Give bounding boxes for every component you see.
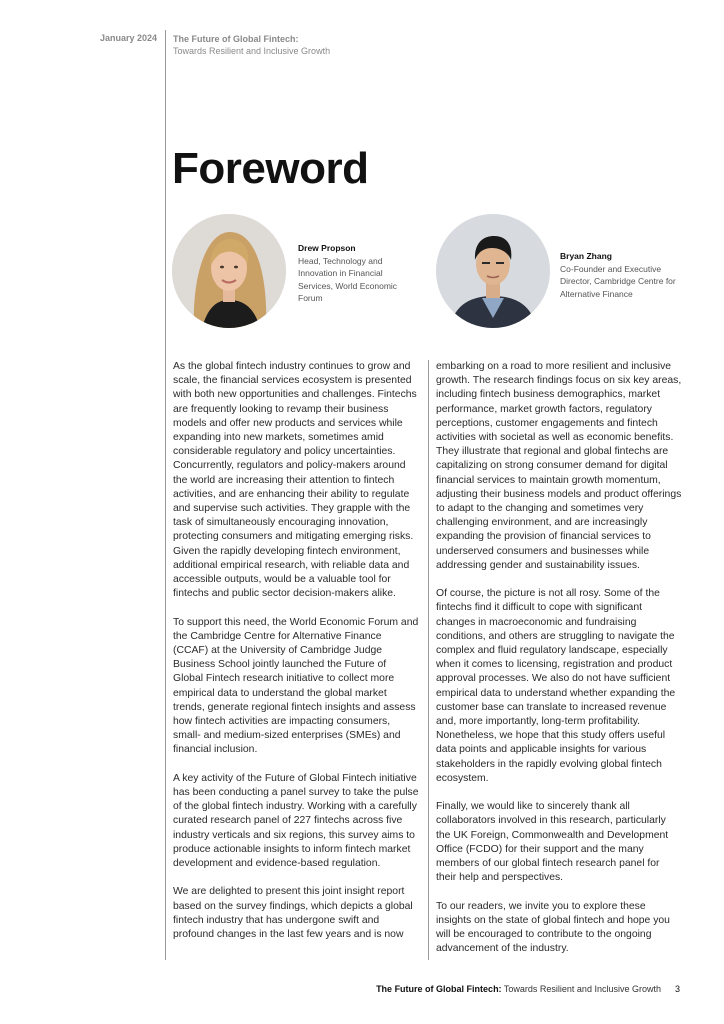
body-column-right: [436, 360, 682, 956]
author-card-drew: [298, 242, 413, 305]
author-card-bryan: [560, 250, 680, 300]
paragraph: Of course, the picture is not all rosy. Some of the fintechs find it difficult to cope with significant changes in macroeconomic and fundraising conditions, and others are struggling to navigate the complex and fluid regulatory landscape, especially when it comes to licensing, registration and product approval processes. We also do not have sufficient empirical data to understand whether expanding the customer base can translate to increased revenue and, more importantly, long-term profitability. Nonetheless, we hope that this study offers useful data points and applicable insights for various stakeholders in the rapidly evolving global fintech ecosystem.: [436, 588, 676, 784]
running-header-subtitle: Towards Resilient and Inclusive Growth: [173, 46, 331, 56]
author-name: Drew Propson: [298, 243, 356, 253]
report-date: January 2024: [100, 33, 158, 43]
author-photo-drew: [172, 214, 286, 328]
vertical-rule: [165, 30, 166, 960]
page-footer: [376, 984, 680, 994]
paragraph: embarking on a road to more resilient and inclusive growth. The research findings focus on six key areas, including fintech business demographics, market performance, market growth factors, regulatory perceptions, customer engagements and fintech activities with societal as well as economic benefits. They illustrate that regional and global fintechs are capitalizing on strong consumer demand for digital financial services to maintain growth momentum, adjusting their business models and product offerings to adapt to the changing and sometimes very challenging environment, and are increasingly expanding the provision of financial services to underserved consumers and businesses while addressing gender and sustainability issues.: [436, 361, 682, 571]
author-role: Head, Technology and Innovation in Financial Services, World Economic Forum: [298, 255, 398, 303]
portrait-photo-icon: [172, 214, 286, 328]
page-number: 3: [674, 984, 680, 994]
page-title: Foreword: [172, 144, 369, 193]
paragraph: To our readers, we invite you to explore these insights on the state of global fintech and hope you will be encouraged to contribute to the ongoing advancement of the industry.: [436, 900, 670, 955]
author-photo-bryan: [436, 214, 550, 328]
paragraph: We are delighted to present this joint insight report based on the survey findings, which depicts a global fintech industry that has undergone swift and profound changes in the last few years and is now: [173, 886, 413, 941]
author-name: Bryan Zhang: [560, 251, 612, 261]
body-column-left: [173, 360, 419, 942]
column-divider: [428, 360, 429, 960]
footer-title: The Future of Global Fintech:: [376, 984, 502, 994]
portrait-photo-icon: [436, 214, 550, 328]
author-role: Co-Founder and Executive Director, Cambridge Centre for Alternative Finance: [560, 263, 676, 299]
paragraph: Finally, we would like to sincerely thank all collaborators involved in this research, particularly the UK Foreign, Commonwealth and Development Office (FCDO) for their support and the many members of our global fintech research panel for their help and perspectives.: [436, 801, 669, 884]
paragraph: A key activity of the Future of Global Fintech initiative has been conducting a panel survey to take the pulse of the global fintech industry. Working with a carefully curated research panel of 227 fintechs across five industry verticals and six regions, this survey aims to produce actionable insights to inform fintech market development and evidence-based regulation.: [173, 772, 419, 870]
paragraph: As the global fintech industry continues to grow and scale, the financial services ecosystem is presented with both new opportunities and challenges. Fintechs are frequently looking to revamp their business models and offer new products and services while expanding into new markets, sometimes amid considerable regulatory and policy uncertainties. Concurrently, regulators and policy-makers around the world are increasing their attention to fintech activities, and are enhancing their ability to regulate and supervise such activities. They grapple with the task of simultaneously encouraging innovation, protecting consumers and mitigating emerging risks. Given the rapidly developing fintech environment, additional empirical research, with reliable data and accessible outputs, would be a valuable tool for fintechs and public sector decision-makers alike.: [173, 361, 417, 600]
running-header-title: The Future of Global Fintech:: [173, 34, 299, 44]
footer-subtitle: Towards Resilient and Inclusive Growth: [501, 984, 661, 994]
running-header: [173, 33, 330, 57]
paragraph: To support this need, the World Economic Forum and the Cambridge Centre for Alternative Finance (CCAF) at the University of Cambridge Judge Business School jointly launched the Future of Global Fintech research initiative to collect more empirical data to understand the global market trends, generate regional fintech insights and assess how fintech activities are impacting consumers, small- and medium-sized enterprises (SMEs) and financial inclusion.: [173, 616, 419, 756]
